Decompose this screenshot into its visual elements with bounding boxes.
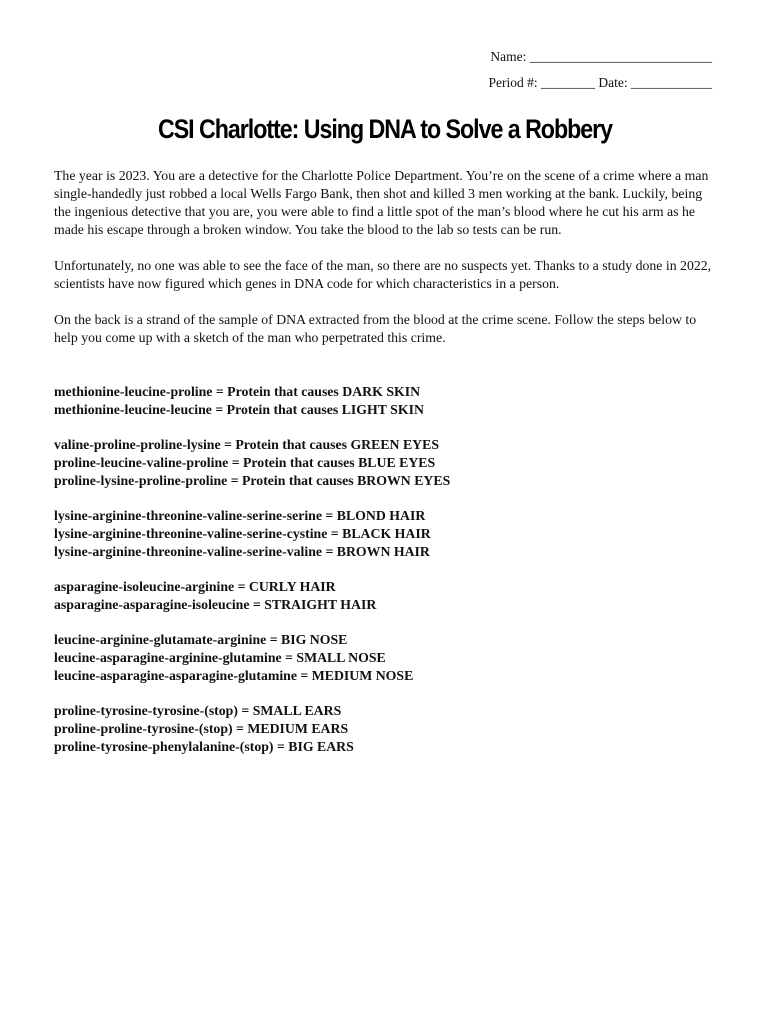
rule-line: proline-tyrosine-tyrosine-(stop) = SMALL EARS	[54, 703, 342, 718]
study-paragraph: Unfortunately, no one was able to see the face of the man, so there are no suspects yet. Thanks to a study done in 2022, scientists have now figured which genes in DNA code for which characteristics in a person.	[54, 258, 712, 291]
rule-line: proline-leucine-valine-proline = Protein that causes BLUE EYES	[54, 455, 436, 470]
eye-rules	[54, 436, 720, 490]
rule-line: proline-tyrosine-phenylalanine-(stop) = BIG EARS	[54, 739, 354, 754]
rule-line: lysine-arginine-threonine-valine-serine-cystine = BLACK HAIR	[54, 526, 431, 541]
instructions-paragraph: On the back is a strand of the sample of DNA extracted from the blood at the crime scene. Follow the steps below to help you come up with a sketch of the man who perpetrated this crime.	[54, 312, 697, 345]
rule-line: methionine-leucine-proline = Protein that causes DARK SKIN	[54, 384, 421, 399]
nose-rules	[54, 631, 720, 685]
name-field: Name: ___________________________	[490, 49, 712, 64]
rule-line: valine-proline-proline-lysine = Protein that causes GREEN EYES	[54, 437, 439, 452]
rule-line: proline-proline-tyrosine-(stop) = MEDIUM EARS	[54, 721, 349, 736]
rule-line: proline-lysine-proline-proline = Protein that causes BROWN EYES	[54, 473, 451, 488]
student-info-fields	[489, 44, 712, 96]
rule-line: leucine-asparagine-arginine-glutamine = SMALL NOSE	[54, 650, 386, 665]
period-date-field: Period #: ________ Date: ____________	[488, 75, 712, 90]
rule-line: asparagine-isoleucine-arginine = CURLY HAIR	[54, 579, 336, 594]
rule-line: leucine-asparagine-asparagine-glutamine = MEDIUM NOSE	[54, 668, 414, 683]
rule-line: leucine-arginine-glutamate-arginine = BIG NOSE	[54, 632, 348, 647]
hair-color-rules	[54, 507, 720, 561]
protein-trait-key	[54, 383, 720, 773]
hair-texture-rules	[54, 578, 720, 614]
intro-paragraph: The year is 2023. You are a detective for the Charlotte Police Department. You’re on the scene of a crime where a man single-handedly just robbed a local Wells Fargo Bank, then shot and killed 3 men working at the bank. Luckily, being the ingenious detective that you are, you were able to find a little spot of the man’s blood where he cut his arm as he made his escape through a broken window. You take the blood to the lab so tests can be run.	[54, 168, 709, 237]
story-text	[54, 167, 720, 365]
ear-rules	[54, 702, 720, 756]
rule-line: asparagine-asparagine-isoleucine = STRAIGHT HAIR	[54, 597, 377, 612]
page-title: CSI Charlotte: Using DNA to Solve a Robbery	[157, 114, 613, 144]
rule-line: methionine-leucine-leucine = Protein that causes LIGHT SKIN	[54, 402, 424, 417]
rule-line: lysine-arginine-threonine-valine-serine-valine = BROWN HAIR	[54, 544, 430, 559]
skin-rules	[54, 383, 720, 419]
rule-line: lysine-arginine-threonine-valine-serine-serine = BLOND HAIR	[54, 508, 426, 523]
